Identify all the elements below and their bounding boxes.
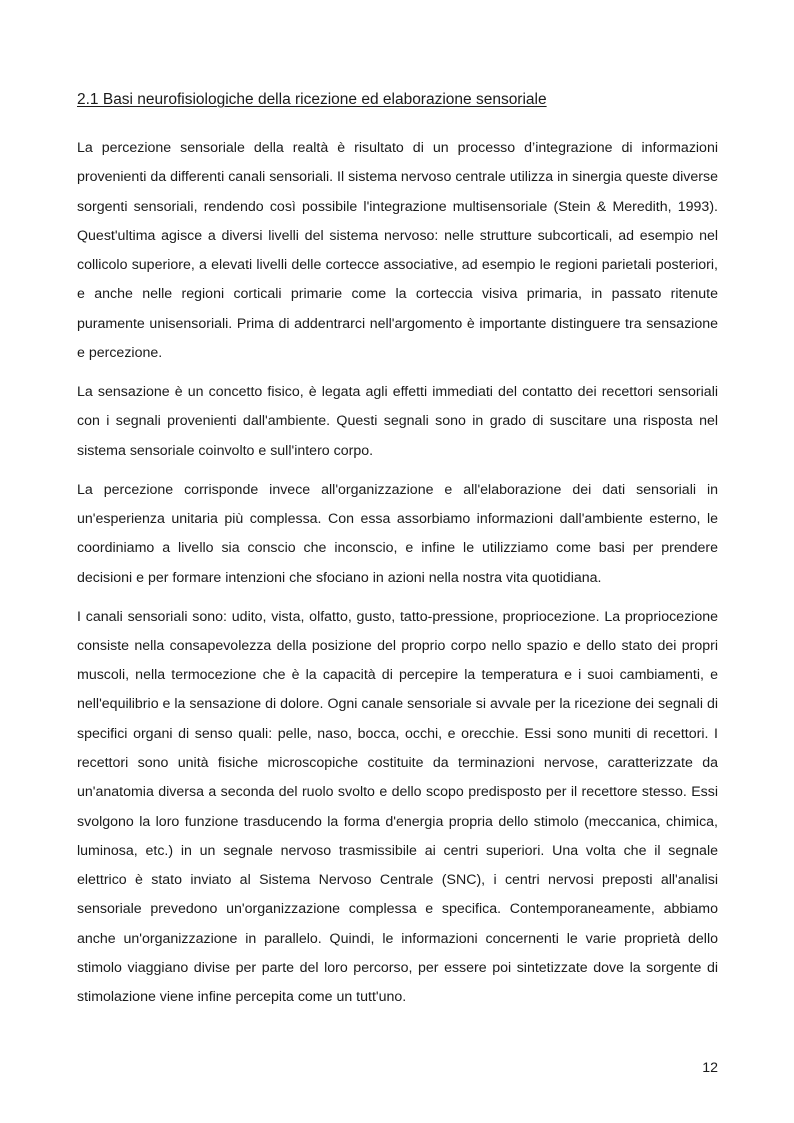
section-heading: 2.1 Basi neurofisiologiche della ricezione ed elaborazione sensoriale (77, 91, 547, 108)
paragraph: La percezione sensoriale della realtà è risultato di un processo d’integrazione di informazioni provenienti da differenti canali sensoriali. Il sistema nervoso centrale utilizza in sinergia queste diverse sorgenti sensoriali, rendendo così possibile l'integrazione multisensoriale (Stein & Meredith, 1993). Quest'ultima agisce a diversi livelli del sistema nervoso: nelle strutture subcorticali, ad esempio nel collicolo superiore, a elevati livelli delle cortecce associative, ad esempio le regioni parietali posteriori, e anche nelle regioni corticali primarie come la corteccia visiva primaria, in passato ritenute puramente unisensoriali. Prima di addentrarci nell'argomento è importante distinguere tra sensazione e percezione. (77, 140, 718, 362)
paragraph: La sensazione è un concetto fisico, è legata agli effetti immediati del contatto dei recettori sensoriali con i segnali provenienti dall'ambiente. Questi segnali sono in grado di suscitare una risposta nel sistema sensoriale coinvolto e sull'intero corpo. (77, 384, 718, 459)
page-number: 12 (702, 1060, 718, 1076)
paragraph: I canali sensoriali sono: udito, vista, olfatto, gusto, tatto-pressione, propriocezione. La propriocezione consiste nella consapevolezza della posizione del proprio corpo nello spazio e dello stato dei propri muscoli, nella termocezione che è la capacità di percepire la temperatura e i suoi cambiamenti, e nell'equilibrio e la sensazione di dolore. Ogni canale sensoriale si avvale per la ricezione dei segnali di specifici organi di senso quali: pelle, naso, bocca, occhi, e orecchie. Essi sono muniti di recettori. I recettori sono unità fisiche microscopiche costituite da terminazioni nervose, caratterizzate da un'anatomia diversa a seconda del ruolo svolto e dello scopo predisposto per il recettore stesso. Essi svolgono la loro funzione trasducendo la forma d'energia propria dello stimolo (meccanica, chimica, luminosa, etc.) in un segnale nervoso trasmissibile ai centri superiori. Una volta che il segnale elettrico è stato inviato al Sistema Nervoso Centrale (SNC), i centri nervosi preposti all'analisi sensoriale prevedono un'organizzazione complessa e specifica. Contemporaneamente, abbiamo anche un'organizzazione in parallelo. Quindi, le informazioni concernenti le varie proprietà dello stimolo viaggiano divise per parte del loro percorso, per essere poi sintetizzate dove la sorgente di stimolazione viene infine percepita come un tutt'uno. (77, 608, 718, 1006)
body-text (77, 134, 718, 1013)
paragraph: La percezione corrisponde invece all'organizzazione e all'elaborazione dei dati sensoriali in un'esperienza unitaria più complessa. Con essa assorbiamo informazioni dall'ambiente esterno, le coordiniamo a livello sia conscio che inconscio, e infine le utilizziamo come basi per prendere decisioni e per formare intenzioni che sfociano in azioni nella nostra vita quotidiana. (77, 481, 718, 586)
